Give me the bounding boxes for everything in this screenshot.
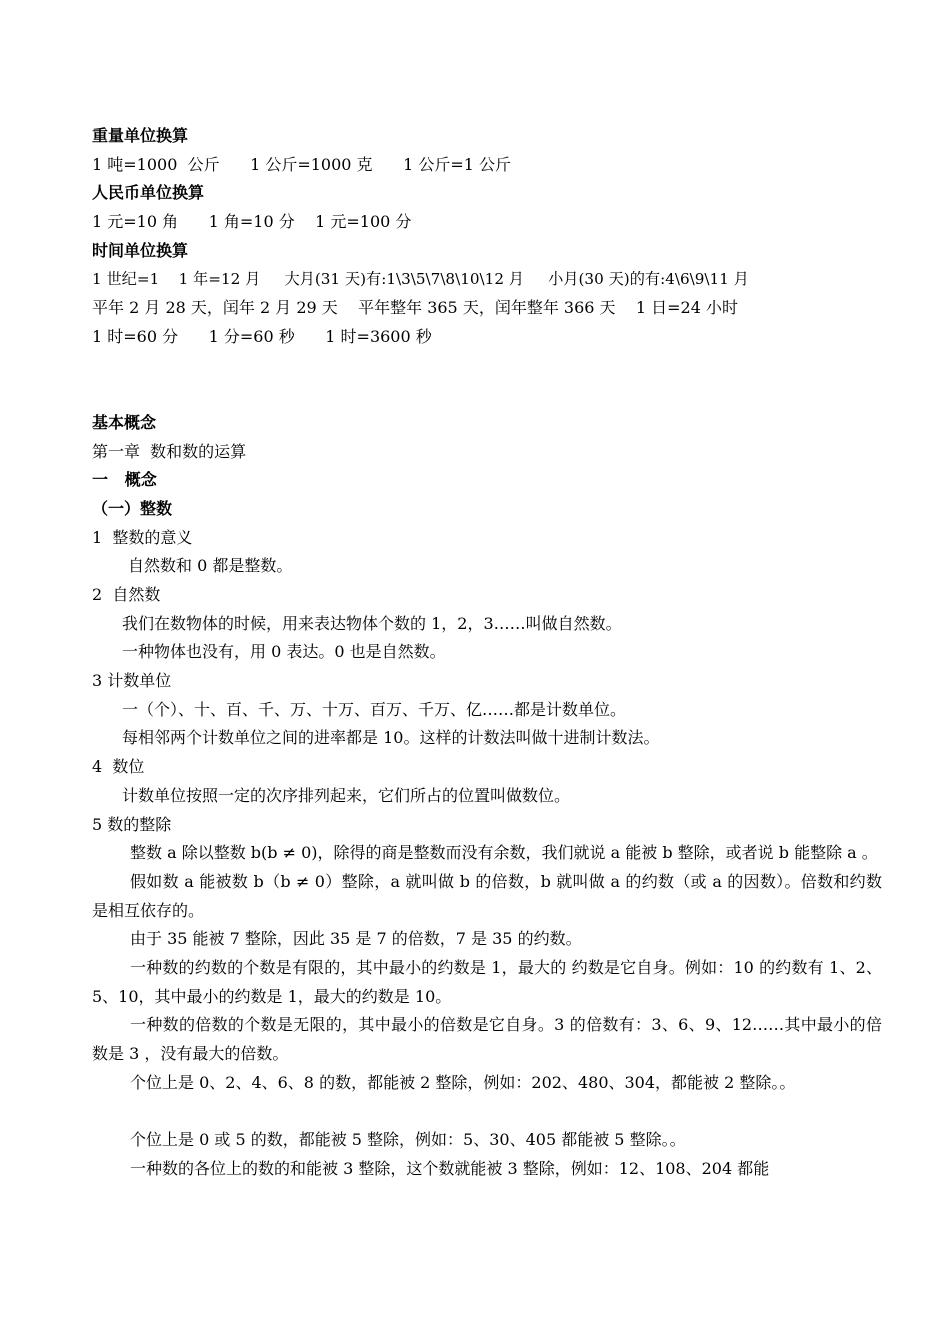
time-line-3: 1 时=60 分 1 分=60 秒 1 时=3600 秒 — [92, 326, 432, 346]
item-2-body-2: 一种物体也没有，用 0 表达。0 也是自然数。 — [122, 642, 446, 662]
divisibility-para-1: 整数 a 除以整数 b(b ≠ 0)，除得的商是整数而没有余数，我们就说 a 能被 b 整除，或者说 b 能整除 a 。 — [130, 843, 878, 863]
divisibility-para-3: 由于 35 能被 7 整除，因此 35 是 7 的倍数，7 是 35 的约数。 — [130, 929, 582, 949]
item-4-title: 4 数位 — [92, 757, 145, 777]
rmb-line: 1 元=10 角 1 角=10 分 1 元=100 分 — [92, 212, 412, 232]
divisibility-para-5: 一种数的倍数的个数是无限的，其中最小的倍数是它自身。3 的倍数有：3、6、9、12……其中最小的倍数是 3 ，没有最大的倍数。 — [92, 1015, 882, 1064]
item-3-body-1: 一（个）、十、百、千、万、十万、百万、千万、亿……都是计数单位。 — [122, 699, 627, 719]
paragraph-gap — [92, 1098, 882, 1127]
time-heading: 时间单位换算 — [92, 240, 189, 260]
divisibility-para-8: 一种数的各位上的数的和能被 3 整除，这个数就能被 3 整除，例如：12、108、204 都能 — [130, 1158, 770, 1178]
divisibility-para-4: 一种数的约数的个数是有限的，其中最小的约数是 1，最大的 约数是它自身。例如：10 的约数有 1、2、5、10，其中最小的约数是 1，最大的约数是 10。 — [92, 958, 882, 1006]
weight-heading: 重量单位换算 — [92, 126, 189, 145]
item-1-title: 1 整数的意义 — [92, 527, 193, 547]
item-4-body-1: 计数单位按照一定的次序排列起来，它们所占的位置叫做数位。 — [122, 785, 571, 805]
document-page — [92, 122, 882, 1184]
concepts-heading: 基本概念 — [92, 412, 157, 432]
section-gap — [92, 352, 882, 409]
subsection-title: （一）整数 — [92, 498, 173, 518]
weight-line: 1 吨=1000 公斤 1 公斤=1000 克 1 公斤=1 公斤 — [92, 154, 512, 174]
section-title: 一 概念 — [92, 470, 157, 490]
rmb-heading: 人民币单位换算 — [92, 183, 205, 203]
time-line-2: 平年 2 月 28 天，闰年 2 月 29 天 平年整年 365 天，闰年整年 366 天 1 日=24 小时 — [92, 298, 738, 318]
item-3-body-2: 每相邻两个计数单位之间的进率都是 10。这样的计数法叫做十进制计数法。 — [122, 728, 660, 748]
item-2-title: 2 自然数 — [92, 585, 161, 605]
time-line-1: 1 世纪=1 1 年=12 月 大月(31 天)有:1\3\5\7\8\10\12 月 小月(30 天)的有:4\6\9\11 月 — [92, 270, 749, 289]
divisibility-para-7: 个位上是 0 或 5 的数，都能被 5 整除，例如：5、30、405 都能被 5 整除。。 — [130, 1130, 686, 1150]
divisibility-para-6: 个位上是 0、2、4、6、8 的数，都能被 2 整除，例如：202、480、304，都能被 2 整除。。 — [130, 1072, 796, 1092]
chapter-title: 第一章 数和数的运算 — [92, 441, 247, 461]
item-3-title: 3 计数单位 — [92, 671, 172, 691]
item-5-title: 5 数的整除 — [92, 814, 172, 834]
divisibility-para-2: 假如数 a 能被数 b（b ≠ 0）整除，a 就叫做 b 的倍数，b 就叫做 a 的约数（或 a 的因数）。倍数和约数是相互依存的。 — [92, 871, 882, 920]
item-1-body-1: 自然数和 0 都是整数。 — [128, 556, 293, 576]
item-2-body-1: 我们在数物体的时候，用来表达物体个数的 1，2，3……叫做自然数。 — [122, 613, 622, 633]
